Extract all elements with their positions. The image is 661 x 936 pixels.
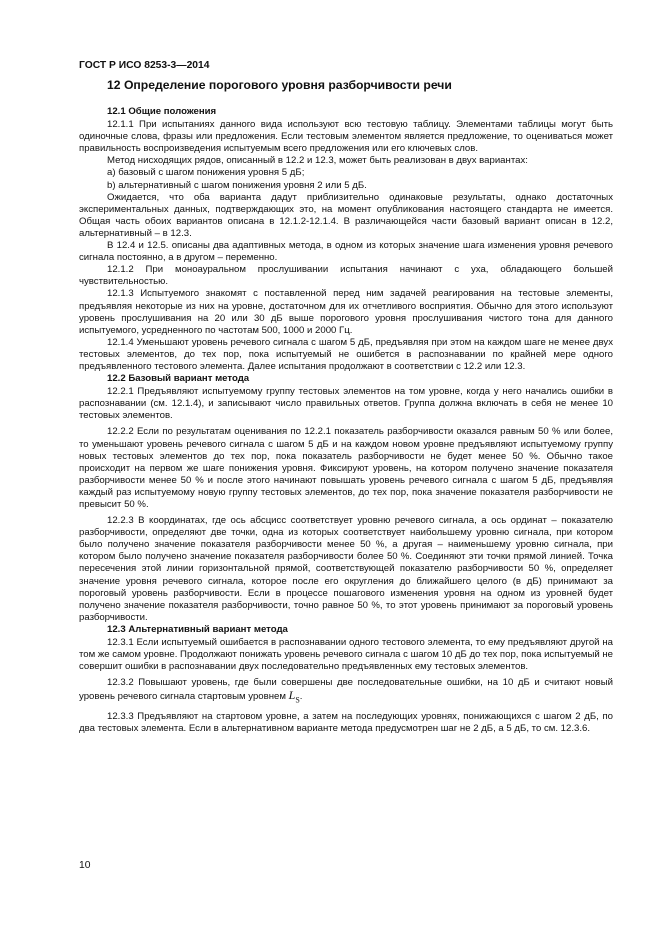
document-header: ГОСТ Р ИСО 8253-3—2014 [79,60,210,71]
paragraph-12-1-4: 12.1.4 Уменьшают уровень речевого сигнала с шагом 5 дБ, предъявляя при этом на каждом шаге не менее двух тестовых элементов, до тех пор, пока испытуемый не ошибется в распознавании по крайней мере одного предъявленного тестового элемента. Далее испытания продолжают в соответствии с 12.2 или 12.3. [79,336,613,372]
subsection-title-12-3: 12.3 Альтернативный вариант метода [107,623,288,635]
paragraph-variants-intro: Метод нисходящих рядов, описанный в 12.2 и 12.3, может быть реализован в двух вариантах: [107,155,528,167]
subsection-title-12-1: 12.1 Общие положения [107,106,217,117]
paragraph-12-2-1: 12.2.1 Предъявляют испытуемому группу тестовых элементов на том уровне, когда у него начались ошибки в распознавании (см. 12.1.4), и записывают число правильных ответов. Группа должна включать в себя не менее 10 тестовых элементов. [79,386,613,422]
paragraph-12-3-3: 12.3.3 Предъявляют на стартовом уровне, а затем на последующих уровнях, понижающихся с шагом 2 дБ, по два тестовых элемента. Если в альтернативном варианте метода предусмотрен шаг не 2 дБ, а 5 дБ, то см. 12.3.6. [79,710,613,734]
paragraph-12-2-3: 12.2.3 В координатах, где ось абсцисс соответствует уровню речевого сигнала, а ось ординат – показателю разборчивости, определяют две точки, одна из которых соответствует наибольшему уровню сигнала, при котором было получено значение показателя разборчивости менее 50 %, а другая – наименьшему уровню сигнала, при котором было получено значение показателя разборчивости более 50 %. Соединяют эти точки прямой линией. Точка пересечения этой линии горизонтальной прямой, соответствующей показателю разборчивости 50 %, определяет значение уровня речевого сигнала, которое после его округления до ближайшего целого (в дБ) принимают за пороговый уровень разборчивости. Если в процессе пошагового изменения уровня на одном из уровней будет получено значение показателя разборчивости, точно равное 50 %, то этот уровень принимают за пороговый уровень разборчивости. [79,515,613,623]
paragraph-12-1-1: 12.1.1 При испытаниях данного вида используют всю тестовую таблицу. Элементами таблицы могут быть одиночные слова, фразы или предложения. Если тестовым элементом является предложение, то оцениваться может правильность воспроизведения испытуемым всего предложения или его ключевых слов. [79,119,613,155]
paragraph-12-1-3: 12.1.3 Испытуемого знакомят с поставленной перед ним задачей реагирования на тестовые элементы, предъявляя некоторые из них на уровне, достаточном для их отчетливого восприятия. Обычно для этого используют уровень прослушивания на 20 или 30 дБ выше порогового уровня прослушивания чистого тона для данного испытуемого, усредненного по частотам 500, 1000 и 2000 Гц. [79,288,613,336]
start-level-symbol: $L_S$ [288,688,300,705]
list-item-b: b) альтернативный с шагом понижения уровня 2 или 5 дБ. [107,179,367,191]
paragraph-12-2-2: 12.2.2 Если по результатам оценивания по 12.2.1 показатель разборчивости оказался равным 50 % или более, то уменьшают уровень речевого сигнала с шагом 5 дБ и на каждом новом уровне предъявляют испытуемому группу новых тестовых элементов до тех пор, пока показатель разборчивости не будет менее 50 %. Обычно такое происходит на первом же шаге понижения уровня. Фиксируют уровень, на котором получено значение показателя разборчивости менее 50 % и после этого начинают повышать уровень речевого сигнала с шагом 5 дБ, предъявляя каждый раз испытуемому новую группу тестовых элементов, до тех пор, пока значение показателя разборчивости не превысит 50 %. [79,426,613,510]
paragraph-12-3-2-text: 12.3.2 Повышают уровень, где были совершены две последовательные ошибки, на 10 дБ и считают новый уровень речевого сигнала стартовым уровнем [79,677,613,703]
paragraph-12-1-2: 12.1.2 При моноауральном прослушивании испытания начинают с уха, обладающего большей чувствительностью. [79,264,613,288]
section-title: 12 Определение порогового уровня разборчивости речи [107,78,452,92]
paragraph-12-3-1: 12.3.1 Если испытуемый ошибается в распознавании одного тестового элемента, то ему предъявляют другой на том же самом уровне. Продолжают понижать уровень речевого сигнала с шагом 10 дБ до тех пор, пока испытуемый не совершит ошибки в распознавании двух последовательно предъявленных ему тестовых элементов. [79,637,613,673]
paragraph-12-3-2: 12.3.2 Повышают уровень, где были совершены две последовательные ошибки, на 10 дБ и считают новый уровень речевого сигнала стартовым уровнем $L_S$. [79,677,613,705]
list-item-a: а) базовый с шагом понижения уровня 5 дБ; [107,167,305,179]
page-number: 10 [79,860,91,871]
paragraph-expectation: Ожидается, что оба варианта дадут приблизительно одинаковые результаты, однако достаточных экспериментальных данных, подтверждающих это, на момент опубликования настоящего стандарта не имеется. Общая часть обоих вариантов описана в 12.1.2-12.1.4. В различающейся части базовый вариант описан в 12.2, альтернативный – в 12.3. [79,191,613,239]
subsection-title-12-2: 12.2 Базовый вариант метода [107,373,250,385]
document-page [79,60,613,735]
paragraph-adaptive: В 12.4 и 12.5. описаны два адаптивных метода, в одном из которых значение шага изменения уровня речевого сигнала постоянно, а в другом – переменно. [79,240,613,264]
